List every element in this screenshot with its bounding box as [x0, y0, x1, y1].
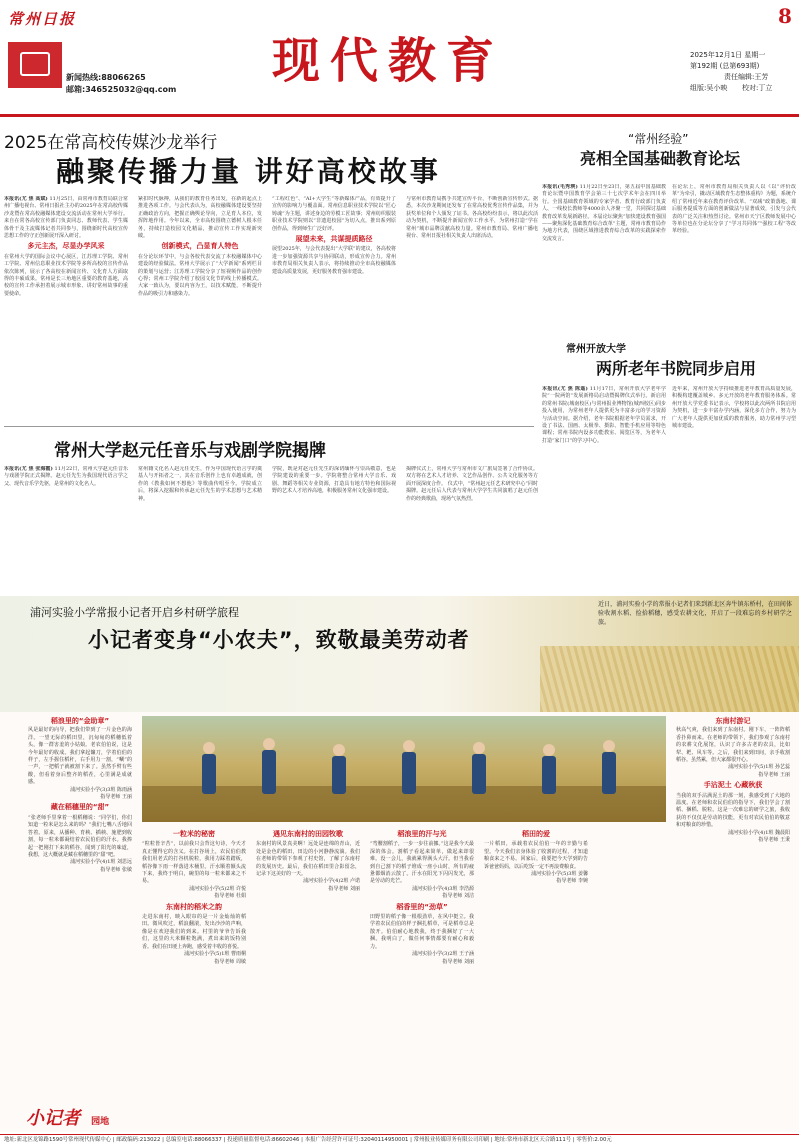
- lead-col-1-text: 11月25日，由常州市教育局联合常州广播电视台、常州日报社主办的2025年在常高校传媒沙龙暨在常高校融媒体建设交流活动在常州大学举行。来自在常各高校宣传部门负责同志、教师代表、学生媒体骨干及主流媒体记者共同参与，围绕新时代高校宣传思想工作的守正创新展开深入研讨。: [4, 196, 128, 240]
- music-title: 常州大学赵元任音乐与戏剧学院揭牌: [54, 441, 326, 461]
- feature-s10-title: 手沾泥土 心藏秋获: [703, 781, 763, 790]
- feature-s8-author: 浦河实验小学(5)3班 姜馨: [531, 871, 588, 878]
- feature-s8-title: 稻田的爱: [522, 830, 550, 838]
- feature-s9-title: 东南村游记: [715, 717, 751, 725]
- feature-title: 小记者变身“小农夫”，致敬最美劳动者: [88, 628, 470, 652]
- designer: 组版:吴小映: [690, 84, 728, 92]
- feature-s7-title: 稻香里的“劲草”: [396, 902, 448, 911]
- section-logo: [26, 1104, 146, 1128]
- music-col-3: [272, 466, 396, 548]
- feature-s3-teacher: 指导老师 杜娟: [214, 893, 246, 900]
- book-icon: [20, 52, 50, 76]
- feature-s1-title: 稻浪里的“金助章”: [50, 717, 110, 725]
- feature-s2-teacher: 指导老师 张敏: [100, 866, 132, 873]
- date: 2025年12月1日 星期一: [690, 51, 766, 59]
- feature-section: [0, 596, 799, 1132]
- feature-col-1: [28, 716, 132, 1124]
- lead-col-2b-text: 在分论坛环节中，与会各校代表交流了本校融媒体中心建设的经验做法。常州大学展示了“大学新闻”系列栏目的策划与运营；江苏理工学院分享了短视频作品的创作心得；常州工学院介绍了校园文化节的线上传播模式。大家一致认为，要以内容为王，以技术赋能，不断提升作品的吸引力和感染力。: [138, 253, 262, 297]
- feature-s10-teacher: 指导老师 王秉: [758, 837, 790, 844]
- feature-col-4: [370, 828, 474, 1124]
- feature-s5-teacher: 指导老师 刘丽: [328, 885, 360, 892]
- section-logo-label: 园地: [91, 1117, 110, 1127]
- feature-s9-teacher: 指导老师 王丽: [758, 771, 790, 778]
- music-col-5-text: 仪式中，“常州赵元任艺术研究中心”同时揭牌。赵元任后人代表与常州大学学生共同演唱了赵元任创作的经典歌曲，现场气氛热烈。: [406, 480, 538, 502]
- feature-col-6: [676, 716, 790, 1124]
- music-rule: [4, 426, 534, 427]
- forum-col-1: [542, 184, 666, 334]
- issue: 第192期 (总第693期): [690, 62, 760, 70]
- music-col-4-text: 揭牌仪式上，常州大学与常州市文广旅局签署了合作协议。双方将在艺术人才培养、文艺作品创作、公共文化服务等方面开展深度合作。: [406, 466, 538, 487]
- feature-s6-teacher: 指导老师 刘洁: [442, 893, 474, 900]
- footer: [0, 1134, 799, 1145]
- forum-kicker: “常州经验”: [628, 132, 689, 146]
- lead-col-2: [138, 196, 262, 430]
- feature-s7-text: 田野里的稻子像一根根劲草，在风中挺立。我学着农民伯伯的样子捆扎稻草，可是稻草总是散开。伯伯耐心地教我，终于我捆好了一大捆。我明白了，做任何事情都要有耐心和毅力。: [370, 914, 474, 950]
- music-col-3-text: 学院，既是对赵元任先生的深切缅怀与崇高敬意，也是学院建设的重要一步。学院将整合常州大学音乐、戏剧、舞蹈等相关专业资源，打造具有地方特色和国际视野的艺术人才培养高地，积极服务常州文化强市建设。: [272, 466, 396, 495]
- news-hotline: 新闻热线:88066265: [66, 73, 146, 82]
- forum-byline: 本报讯(毛秀瑛): [542, 184, 578, 190]
- masthead-logo-block: [8, 42, 62, 88]
- feature-s1-author: 浦河实验小学(3)3班 陈雨涵: [70, 786, 132, 793]
- section-logo-text: 小记者: [26, 1108, 80, 1129]
- forum-col-1-text: 11月22日至23日，第五届中国基础教育论坛暨中国教育学会第三十七次学术年会在四川举行。全国基础教育领域的专家学者、教育行政部门负责人、一线校长教师等4000余人齐聚一堂，共同探讨基础教育改革发展新路径。本届论坛聚焦“加快建设教育强国——聚焦深化基础教育综合改革”主题，常州市教育局作为地方代表，围绕区域推进教育综合改革的实践探索作交流发言。: [542, 184, 666, 242]
- feature-intro: 近日，浦河实验小学的常报小记者们来到新北区奔牛镇东桥村，在田间体验收割水稻、捡拾稻穗，感受农耕文化，开启了一段难忘的乡村研学之旅。: [598, 601, 792, 626]
- feature-s5-title: 遇见东南村的田园牧歌: [273, 830, 343, 838]
- feature-s9-text: 秋高气爽，我们来到了东南村。刚下车，一阵阵稻香扑鼻而来。在老师的带领下，我们参观了东南村的农耕文化展馆，认识了许多古老的农具，比如犁、耙、风车等。之后，我们来到田间，亲手收割稻谷。虽然累，但大家都很开心。: [676, 727, 790, 764]
- rice-field-photo-icon: [142, 716, 666, 822]
- music-byline: 本报讯(尤 焦 张海霞): [4, 466, 53, 472]
- lead-subhead-3: 展望未来，共谋提质路径: [295, 235, 373, 244]
- email: 邮箱:346525032@qq.com: [66, 85, 177, 94]
- lead-col-1: [4, 196, 128, 430]
- lead-col-2-text: 紧扣时代脉搏，从我们的教育任务出发，在新的起点上推进各项工作。与会代表认为，高校融媒体建设要坚持正确政治方向，把握正确舆论导向，立足育人本位，发挥阵地作用。今年以来，全市高校围绕立德树人根本任务，持续打造校园文化精品，推动宣传工作实现新突破。: [138, 196, 262, 240]
- feature-s7-author: 浦河实验小学(3)2班 王子涵: [412, 951, 474, 958]
- academy-article: [538, 338, 799, 588]
- lead-kicker: 2025在常高校传媒沙龙举行: [4, 133, 218, 153]
- lead-byline: 本报讯(尤 焦 高斌): [4, 196, 48, 202]
- feature-s5-author: 浦河实验小学(4)2班 卢诺: [303, 878, 360, 885]
- feature-s8-text: 一片稻田，承载着农民伯伯一年的辛勤与希望。今天我们亲身体验了收割的过程，才知道粮食来之不易。回家后，我要把今天学到的告诉爸爸妈妈，以后吃饭一定不再浪费粮食。: [484, 841, 588, 870]
- lead-col-3: [272, 196, 396, 430]
- proofreader: 校对:丁立: [742, 84, 773, 92]
- feature-s6-title: 稻浪里的汗与光: [397, 830, 447, 838]
- forum-col-2: [672, 184, 796, 334]
- feature-s3-title: 一粒米的秘密: [173, 830, 215, 838]
- feature-s10-author: 浦河实验小学(4)1班 魏晨阳: [728, 829, 790, 836]
- paper-name: 常州日报: [8, 10, 77, 28]
- feature-s4-author: 浦河实验小学(5)1班 曹雨桐: [184, 951, 246, 958]
- masthead-rule: [0, 114, 799, 117]
- forum-article: [538, 120, 799, 340]
- feature-col-5: [484, 828, 588, 1124]
- forum-title: 亮相全国基础教育论坛: [580, 149, 741, 168]
- lead-col-1b-text: 在常州大学的国际会议中心展区，江苏理工学院、常州工学院、常州信息职业技术学院等多所高校的宣传作品依次陈列，展示了各高校在新闻宣传、文化育人方面取得的丰硕成果。常州是长三角地区重要的教育基地，高校的宣传工作承担着展示城市形象、讲好常州故事的重要使命。: [4, 253, 128, 297]
- music-col-2: [138, 466, 262, 548]
- feature-col-2: [142, 828, 246, 1124]
- music-col-1: [4, 466, 128, 548]
- students-rice-photo: [142, 716, 666, 822]
- masthead: [0, 0, 799, 118]
- feature-s1-teacher: 指导老师 王丽: [100, 794, 132, 801]
- feature-photo: [28, 668, 398, 702]
- lead-col-3b-text: 展望2025年，与会代表提出“大学联”的建议，各高校将进一步加强资源共享与协同联动，形成宣传合力。常州市教育局相关负责人表示，将持续推动全市高校融媒体建设高质量发展，更好服务教育强市建设。: [272, 246, 396, 275]
- feature-s3-text: “粒粒皆辛苦”，以前我只会背这句诗，今天才真正懂得它的含义。在打谷场上，农民伯伯教我们用老式的打谷机脱粒，我用力踩着踏板，稻谷像下雨一样落进木桶里。汗水顺着额头流下来，我终于明白，碗里的每一粒米都来之不易。: [142, 841, 246, 885]
- feature-s7-teacher: 指导老师 刘丽: [442, 958, 474, 965]
- lead-col-4-text: 与常州市教育局携手共建宣传平台，不断创新宣传形式。据悉，本次沙龙期间还发布了在常高校优秀宣传作品集，并为获奖单位和个人颁发了证书。各高校纷纷表示，将以此次活动为契机，不断提升新闻宣传工作水平，为常州打造“学在常州”城市品牌贡献高校力量。常州市教育局、常州广播电视台、常州日报社相关负责人出席活动。: [406, 196, 538, 240]
- feature-s4-text: 走进东南村，映入眼帘的是一片金灿灿的稻田。微风吹过，稻浪翻滚，发出沙沙的声响，像是在欢迎我们的到来。村里的爷爷告诉我们，这里的大米颗粒饱满，煮出来的饭特别香。我们在田埂上奔跑，感受着丰收的喜悦。: [142, 914, 246, 950]
- feature-s9-author: 浦河实验小学(5)1班 孙艺蕊: [728, 764, 790, 771]
- lead-subhead-1: 多元主杰，尽显办学风采: [27, 242, 105, 251]
- page-title: 现代教育: [272, 33, 505, 89]
- feature-s8-teacher: 指导老师 李婉: [556, 878, 588, 885]
- feature-s3-author: 浦河实验小学(5)2班 许悦: [189, 885, 246, 892]
- editor: 责任编辑:王芳: [724, 73, 769, 81]
- feature-s4-title: 东南村的稻米之韵: [166, 902, 222, 911]
- academy-kicker: 常州开放大学: [566, 344, 626, 355]
- academy-byline: 本报讯(尤 焦 陈遥): [542, 386, 588, 392]
- feature-kicker: 浦河实验小学常报小记者开启乡村研学旅程: [30, 606, 239, 619]
- page-number: 8: [778, 4, 792, 28]
- feature-s4-teacher: 指导老师 周敏: [214, 958, 246, 965]
- academy-col-2: [672, 386, 796, 586]
- feature-s2-text: “张老师手里拿着一根稻穗说：“同学们，你们知道一粒米是怎么来的吗？”我们七嘴八舌地回答着。原来，从播种、育秧、插秧、施肥到收割，每一粒米都凝结着农民伯伯的汗水。我捧起一把刚打下来的稻谷，闻到了阳光的味道，我想，这大概就是藏在稻穗里的“甜”吧。: [28, 814, 132, 858]
- music-col-1-text: 11月22日，常州大学赵元任音乐与戏剧学院正式揭牌。赵元任先生为我国现代语言学之父、现代音乐学先驱，是常州的文化名人。: [4, 466, 128, 487]
- lead-col-3-text: “工程红色”、“AI+大学生”等新媒体产品，有效提升了宣传的影响力与覆盖面。常州信息职业技术学院以“匠心铸魂”为主题，讲述身边的劳模工匠故事；常州纺织服装职业技术学院则以“非遗进校园”为切入点，推出系列原创作品，得到师生广泛好评。: [272, 196, 396, 232]
- lead-title: 融聚传播力量 讲好高校故事: [56, 155, 441, 188]
- academy-col-2-text: 近年来，常州开放大学持续推进老年教育高质量发展，积极构建覆盖城乡、多元开放的老年教育服务体系。常州开放大学党委书记表示，学校将以此次两所书院启用为契机，进一步丰富办学内涵，深化多方合作，努力为广大老年人提供更加优质的教育服务，助力常州学习型城市建设。: [672, 386, 796, 430]
- feature-s2-title: 藏在稻穗里的“甜”: [50, 803, 110, 812]
- academy-col-1-text: 11月17日，常州开放大学老年学院“一院两馆”发展新格局启动暨揭牌仪式举行。新启用的常州书院(城南校区)与常州报业博物馆(城西校区)同步投入使用，为常州老年人提供更为丰富多元的学习资源与活动空间。据介绍，老年书院根据老年学员需求，开设了书法、国画、太极拳、摄影、智能手机应用等特色课程；常州书院内设多功能教室、阅览区等，为老年人打造“家门口”的学习中心。: [542, 386, 666, 444]
- lead-subhead-2: 创新模式，凸显育人特色: [161, 242, 239, 251]
- feature-s1-text: 风是最好的向导，把我们带到了一片金色的海洋。一望无际的稻田里，沉甸甸的稻穗低着头，像一群害羞的小姑娘。老农伯伯说，这是今年最好的收成。我们拿起镰刀，学着伯伯的样子，左手握住稻秆，右手用力一割，“唰”的一声，一把稻子就被割下来了。虽然手臂有些酸，但看着身后整齐的稻茬，心里满是成就感。: [28, 727, 132, 786]
- academy-col-1: [542, 386, 666, 586]
- feature-col-3: [256, 828, 360, 1124]
- feature-s2-author: 浦河实验小学(4)1班 刘思远: [70, 859, 132, 866]
- music-col-4: [406, 466, 538, 548]
- music-col-2-text: 常州籍文化名人赵元任先生，作为中国现代语言学的奠基人与开拓者之一，其在音乐创作上也有卓越成就，创作的《教我如何不想他》等歌曲传唱至今。学院成立后，将深入挖掘和传承赵元任先生的学术思想与艺术精神。: [138, 466, 262, 502]
- footer-text: 地址:新北区龙锦路1590号常州现代传媒中心 | 邮政编码:213022 | 总编室电话:88066337 | 投递质量监督电话:86602046 | 本报广告经营许可证号:32040114950001 | 常州报业传媒印务有限公司印刷 | 地址:常州市新北区天合路111号 | 零售价:2.00元: [4, 1137, 612, 1143]
- feature-s10-text: 当我的双手沾满泥土的那一刻，我感受到了大地的温度。在老师和农民伯伯的指导下，我们学会了割稻、捆稻、脱粒。这是一次难忘的研学之旅，我收获的不仅仅是劳动的技能，更有对农民伯伯的敬意和对粮食的珍惜。: [676, 792, 790, 829]
- feature-s6-text: “弯腰割稻子，一步一步往前挪。”这是我今天最深的体会。割稻子看起来简单，做起来却很难。没一会儿，我就累得满头大汗。但当我看到自己割下的稻子堆成一座小山时，所有的疲惫都烟消云散了。汗水在阳光下闪闪发光，那是劳动的光芒。: [370, 841, 474, 885]
- feature-s5-text: 东南村的风景真美啊！远处是连绵的青山，近处是金色的稻田，田边的小河静静流淌。我们在老师的带领下参观了村史馆，了解了东南村的发展历史。最后，我们在稻田里合影留念，记录下这美好的一天。: [256, 841, 360, 878]
- feature-s6-author: 浦河实验小学(4)3班 李浩源: [412, 885, 474, 892]
- lead-col-4: [406, 196, 538, 430]
- forum-col-2-text: 在论坛上，常州市教育局相关负责人以《以“评价改革”为牵引，撬动区域教育生态整体重构》为题，系统介绍了常州近年来在教育评价改革、“双减”政策落地、课后服务提质等方面的创新做法与显著成效，引发与会代表的广泛关注和热烈讨论。常州市天宁区教师发展中心等单位也在分论坛分享了“学习共同体”“强校工程”等改革经验。: [672, 184, 796, 235]
- rice-field-illustration: [540, 646, 799, 712]
- academy-title: 两所老年书院同步启用: [596, 359, 757, 378]
